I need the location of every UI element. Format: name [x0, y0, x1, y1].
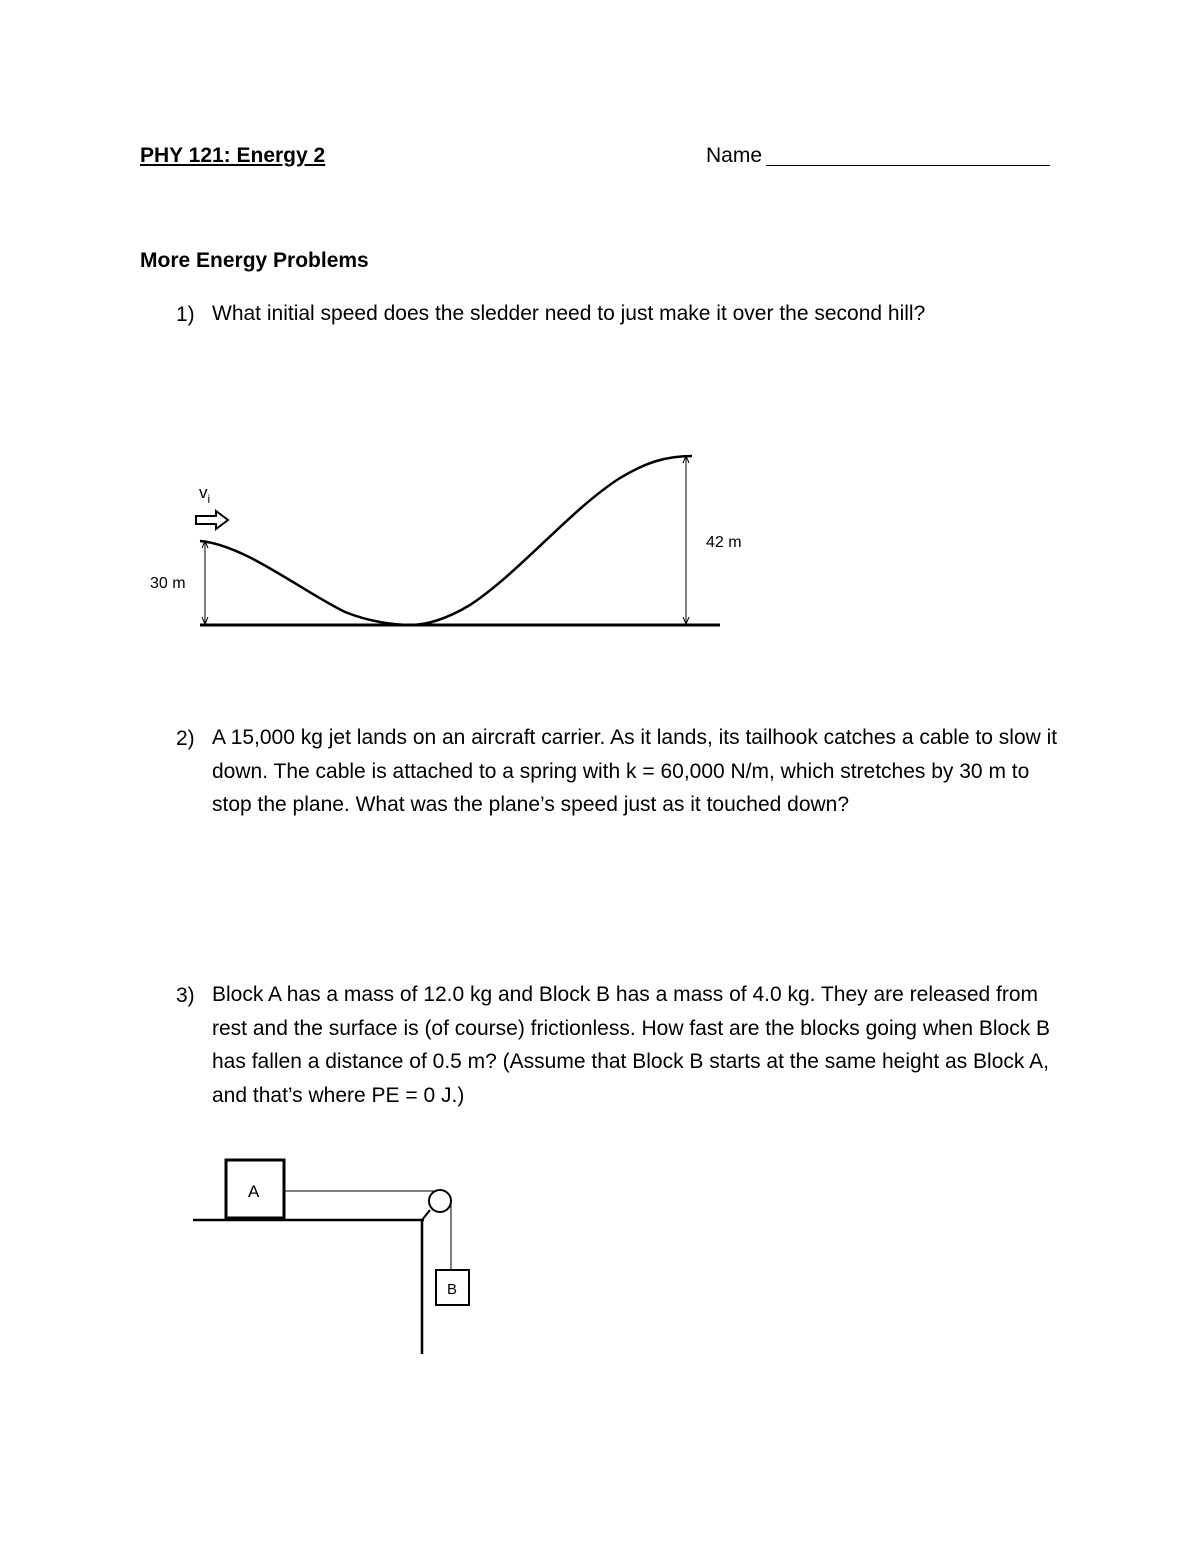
hill-curve [200, 456, 692, 625]
worksheet-title: PHY 121: Energy 2 [140, 144, 326, 167]
question-1-text: What initial speed does the sledder need to just make it over the second hill? [212, 302, 926, 325]
left-height-label: 30 m [150, 575, 186, 592]
pulley-icon [429, 1190, 451, 1212]
name-label: Name [706, 144, 763, 167]
question-3-text: Block A has a mass of 12.0 kg and Block B has a mass of 4.0 kg. They are released from rest and the surface is (of course) frictionless. How fast are the blocks going when Block B has fallen a distance of 0.5 m? (Assume that Block B starts at the same height as Block A, and that’s where PE = 0 J.) [212, 983, 1051, 1107]
question-3-number: 3) [176, 984, 195, 1007]
block-a-label: A [248, 1182, 260, 1201]
question-2-number: 2) [176, 727, 195, 750]
velocity-arrow-icon [196, 511, 228, 529]
name-blank-line [766, 165, 1050, 166]
right-height-label: 42 m [706, 534, 742, 551]
hill-diagram [140, 440, 760, 640]
velocity-label: $v_i$ [199, 483, 211, 506]
question-2-text: A 15,000 kg jet lands on an aircraft carrier. As it lands, its tailhook catches a cable to slow it down. The cable is attached to a spring with k = 60,000 N/m, which stretches by 30 m to stop the plane. What was the plane’s speed just as it touched down? [212, 726, 1058, 816]
question-1-number: 1) [176, 303, 195, 326]
section-title: More Energy Problems [140, 249, 369, 272]
pulley-diagram [190, 1150, 480, 1360]
block-b-label: B [447, 1281, 458, 1298]
